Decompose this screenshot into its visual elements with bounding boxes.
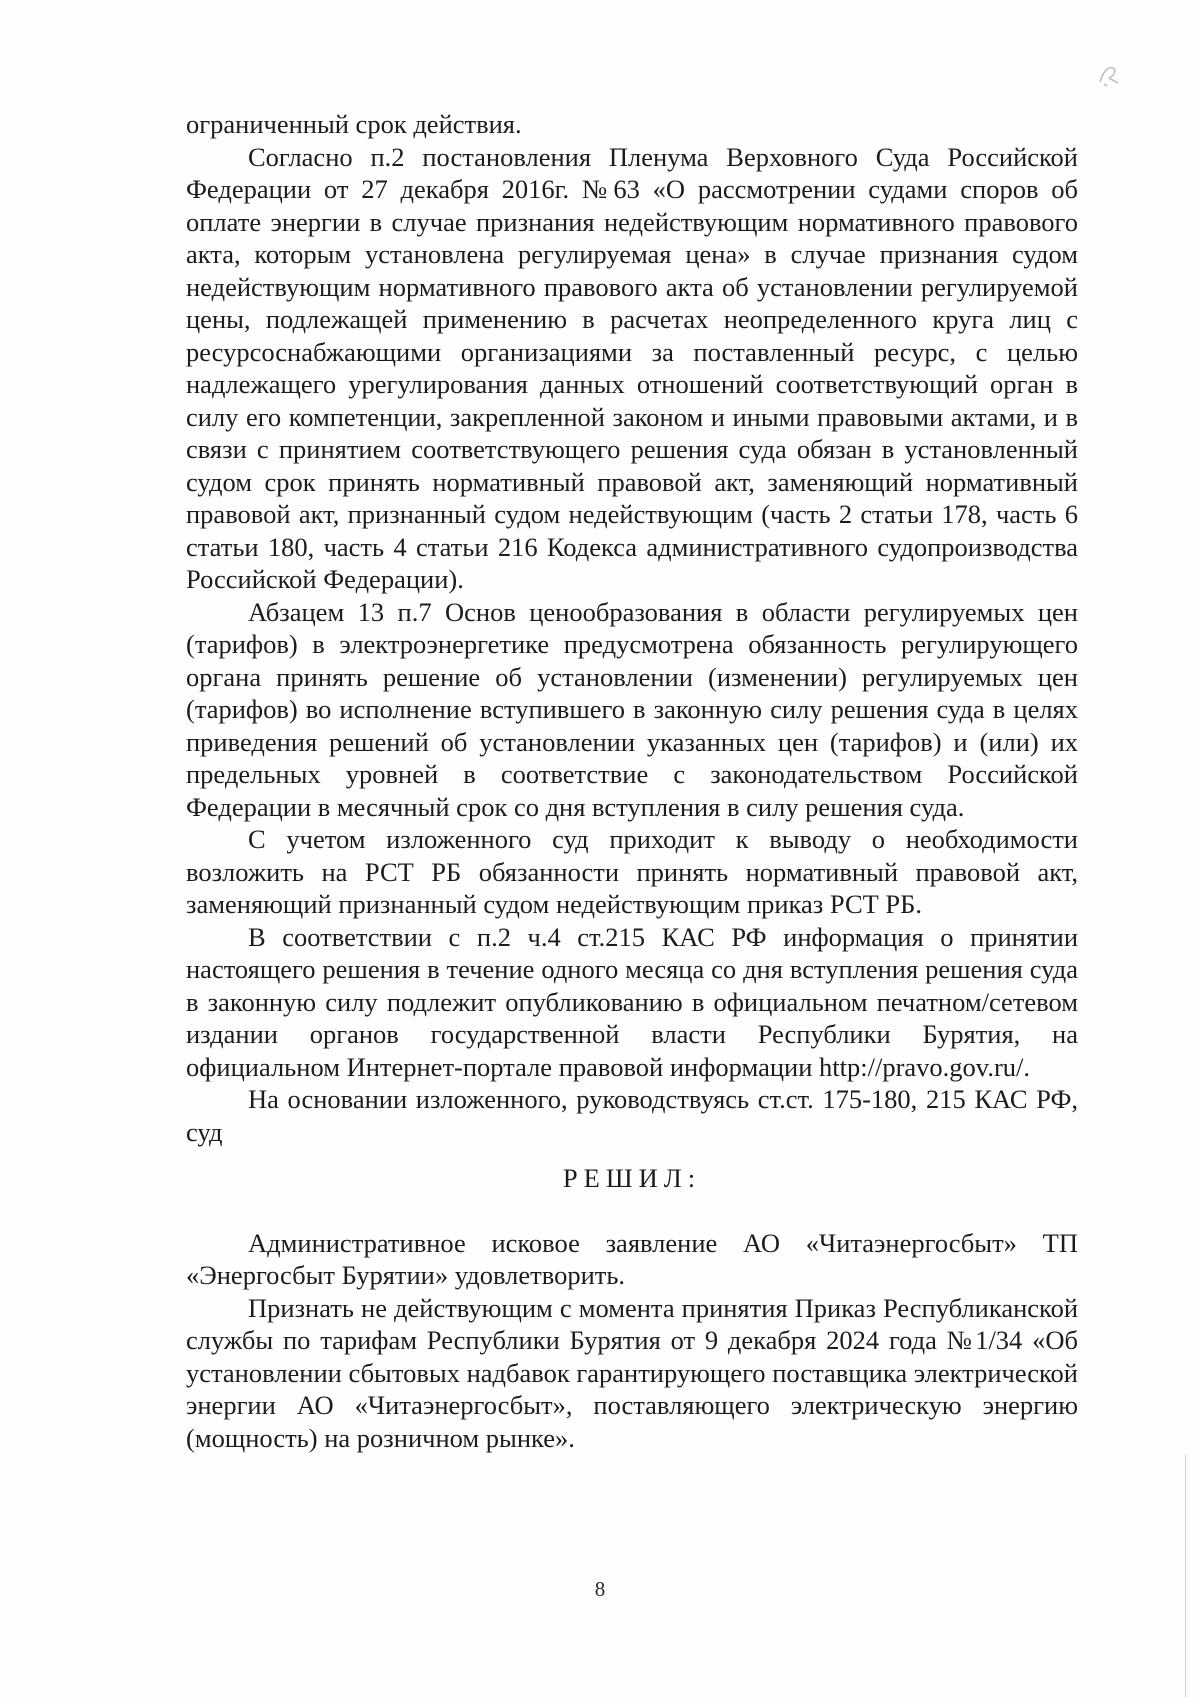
paragraph: Согласно п.2 постановления Пленума Верховного Суда Российской Федерации от 27 декабря 2016г. №63 «О рассмотрении судами споров об оплате энергии в случае признания недействующим нормативного правового акта, которым установлена регулируемая цена» в случае признания судом недействующим нормативного правового акта об установлении регулируемой цены, подлежащей применению в расчетах неопределенного круга лиц с ресурсоснабжающими организациями за поставленный ресурс, с целью надлежащего урегулирования данных отношений соответствующий орган в силу его компетенции, закрепленной законом и иными правовыми актами, и в связи с принятием соответствующего решения суда обязан в установленный судом срок принять нормативный правовой акт, заменяющий нормативный правовой акт, признанный судом недействующим (часть 2 статьи 178, часть 6 статьи 180, часть 4 статьи 216 Кодекса административного судопроизводства Российской Федерации).	[186, 141, 1078, 594]
document-body	[186, 108, 1078, 1454]
page-number: 8	[594, 1577, 606, 1601]
decision-heading: РЕШИЛ:	[562, 1163, 702, 1193]
paragraph: Административное исковое заявление АО «Читаэнергосбыт» ТП «Энергосбыт Бурятии» удовлетворить.	[186, 1227, 1078, 1290]
paragraph: Признать не действующим с момента принятия Приказ Республиканской службы по тарифам Республики Бурятия от 9 декабря 2024 года №1/34 «Об установлении сбытовых надбавок гарантирующего поставщика электрической энергии АО «Читаэнергосбыт», поставляющего электрическую энергию (мощность) на розничном рынке».	[186, 1292, 1078, 1453]
paragraph: Абзацем 13 п.7 Основ ценообразования в области регулируемых цен (тарифов) в электроэнергетике предусмотрена обязанность регулирующего органа принять решение об установлении (изменении) регулируемых цен (тарифов) во исполнение вступившего в законную силу решения суда в целях приведения решений об установлении указанных цен (тарифов) и (или) их предельных уровней в соответствие с законодательством Российской Федерации в месячный срок со дня вступления в силу решения суда.	[186, 596, 1078, 822]
paragraph: В соответствии с п.2 ч.4 ст.215 КАС РФ информация о принятии настоящего решения в течение одного месяца со дня вступления решения суда в законную силу подлежит опубликованию в официальном печатном/сетевом издании органов государственной власти Республики Бурятия, на официальном Интернет-портале правовой информации http://pravo.gov.ru/.	[186, 921, 1078, 1082]
handwritten-mark	[1094, 62, 1124, 88]
paragraph: ограниченный срок действия.	[186, 109, 522, 139]
paragraph: С учетом изложенного суд приходит к выводу о необходимости возложить на РСТ РБ обязанности принять нормативный правовой акт, заменяющий признанный судом недействующим приказ РСТ РБ.	[186, 824, 1078, 919]
paragraph: На основании изложенного, руководствуясь ст.ст. 175-180, 215 КАС РФ, суд	[186, 1084, 1078, 1147]
scan-edge-line	[1185, 1455, 1186, 1697]
